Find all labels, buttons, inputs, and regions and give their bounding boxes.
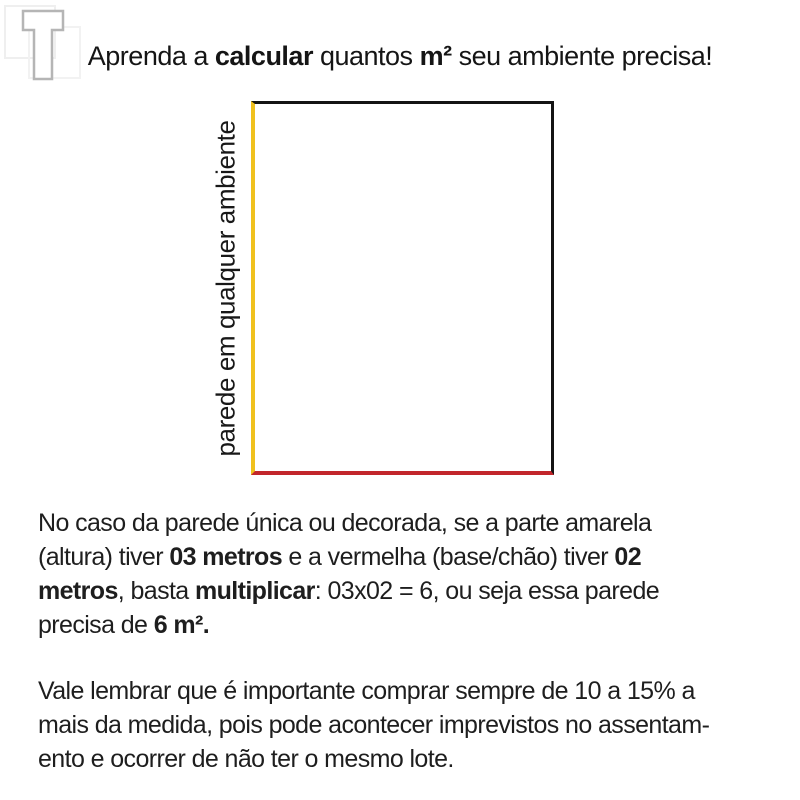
body-text: precisa de <box>38 611 154 639</box>
body-text: (altura) tiver <box>38 543 170 571</box>
paragraph-line <box>38 742 709 776</box>
body-text: Vale lembrar que é importante comprar sempre de 10 a 15% a <box>38 677 695 705</box>
title-text-bold: m² <box>419 41 452 71</box>
title-text: quantos <box>312 41 420 71</box>
body-text-bold: 03 metros <box>169 543 283 571</box>
paragraph-line <box>38 574 659 608</box>
paragraph-line <box>38 540 659 574</box>
body-text: ento e ocorrer de não ter o mesmo lote. <box>38 745 454 773</box>
paragraph-line <box>38 708 709 742</box>
wall-diagram-rectangle <box>251 101 554 475</box>
paragraph-line <box>38 506 659 540</box>
body-text: e a vermelha (base/chão) tiver <box>282 543 615 571</box>
body-text-bold: 02 <box>614 543 641 571</box>
body-text-bold: multiplicar <box>194 577 315 605</box>
reminder-paragraph <box>38 674 709 776</box>
wall-label-container <box>204 101 248 475</box>
title-text-bold: calcular <box>214 41 313 71</box>
body-text: mais da medida, pois pode acontecer imprevistos no assentam- <box>38 711 710 739</box>
body-text: , basta <box>117 577 195 605</box>
page-title <box>0 41 800 72</box>
wall-vertical-label: parede em qualquer ambiente <box>210 119 241 457</box>
body-text-bold: 6 m². <box>153 611 210 639</box>
paragraph-line <box>38 674 709 708</box>
title-text: Aprenda a <box>87 41 215 71</box>
body-text-bold: metros <box>38 577 118 605</box>
body-text: : 03x02 = 6, ou seja essa parede <box>314 577 660 605</box>
title-text: seu ambiente precisa! <box>451 41 713 71</box>
paragraph-line <box>38 608 659 642</box>
body-text: No caso da parede única ou decorada, se a parte amarela <box>38 509 652 537</box>
explanation-paragraph <box>38 506 659 642</box>
